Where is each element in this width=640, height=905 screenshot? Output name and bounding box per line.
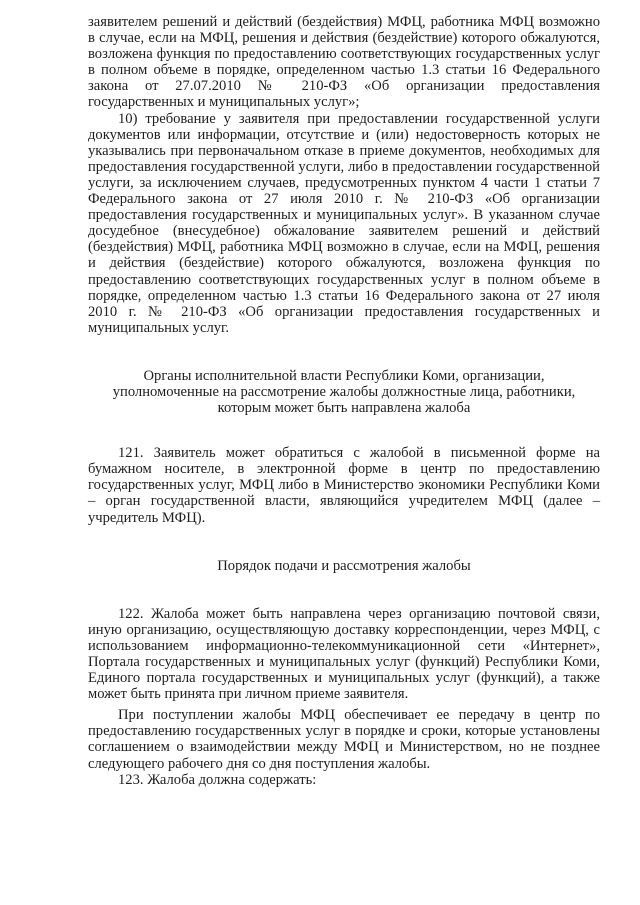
document-page bbox=[88, 14, 600, 788]
paragraph-item-10: 10) требование у заявителя при предоставлении государственной услуги документов или информации, отсутствие и (или) недостоверность которых не указывались при первоначальном отказе в приеме документов, необходимых для предоставления государственной услуги, либо в предоставлении государственной услуги, за исключением случаев, предусмотренных пунктом 4 части 1 статьи 7 Федерального закона от 27 июля 2010 г. № 210-ФЗ «Об организации предоставления государственных и муниципальных услуг». В указанном случае досудебное (внесудебное) обжалование заявителем решений и действий (бездействия) МФЦ, работника МФЦ возможно в случае, если на МФЦ, решения и действия (бездействие) которого обжалуются, возложена функция по предоставлению соответствующих государственных услуг в полном объеме в порядке, определенном частью 1.3 статьи 16 Федерального закона от 27 июля 2010 г. № 210-ФЗ «Об организации предоставления государственных и муниципальных услуг. bbox=[88, 110, 600, 336]
paragraph-121: 121. Заявитель может обратиться с жалобой в письменной форме на бумажном носителе, в электронной форме в центр по предоставлению государственных услуг, МФЦ либо в Министерство экономики Республики Коми – орган государственной власти, являющийся учредителем МФЦ (далее – учредитель МФЦ). bbox=[88, 445, 600, 526]
paragraph-122-second: При поступлении жалобы МФЦ обеспечивает ее передачу в центр по предоставлению государственных услуг в порядке и сроки, которые установлены соглашением о взаимодействии между МФЦ и Министерством, но не позднее следующего рабочего дня со дня поступления жалобы. bbox=[88, 707, 600, 772]
paragraph-continuation: заявителем решений и действий (бездействия) МФЦ, работника МФЦ возможно в случае, если на МФЦ, решения и действия (бездействие) которого обжалуются, возложена функция по предоставлению соответствующих государственных услуг в полном объеме в порядке, определенном частью 1.3 статьи 16 Федерального закона от 27.07.2010 № 210-ФЗ «Об организации предоставления государственных и муниципальных услуг»; bbox=[88, 14, 600, 111]
paragraph-122: 122. Жалоба может быть направлена через организацию почтовой связи, иную организацию, осуществляющую доставку корреспонденции, через МФЦ, с использованием информационно-телекоммуникационной сети «Интернет», Портала государственных и муниципальных услуг (функций) Республики Коми, Единого портала государственных и муниципальных услуг (функций), а также может быть принята при личном приеме заявителя. bbox=[88, 605, 600, 703]
paragraph-123: 123. Жалоба должна содержать: bbox=[118, 771, 317, 788]
section-heading-organs: Органы исполнительной власти Республики Коми, организации, уполномоченные на рассмотрение жалобы должностные лица, работники, которым может быть направлена жалоба bbox=[112, 367, 576, 417]
section-heading-procedure: Порядок подачи и рассмотрения жалобы bbox=[217, 557, 471, 574]
